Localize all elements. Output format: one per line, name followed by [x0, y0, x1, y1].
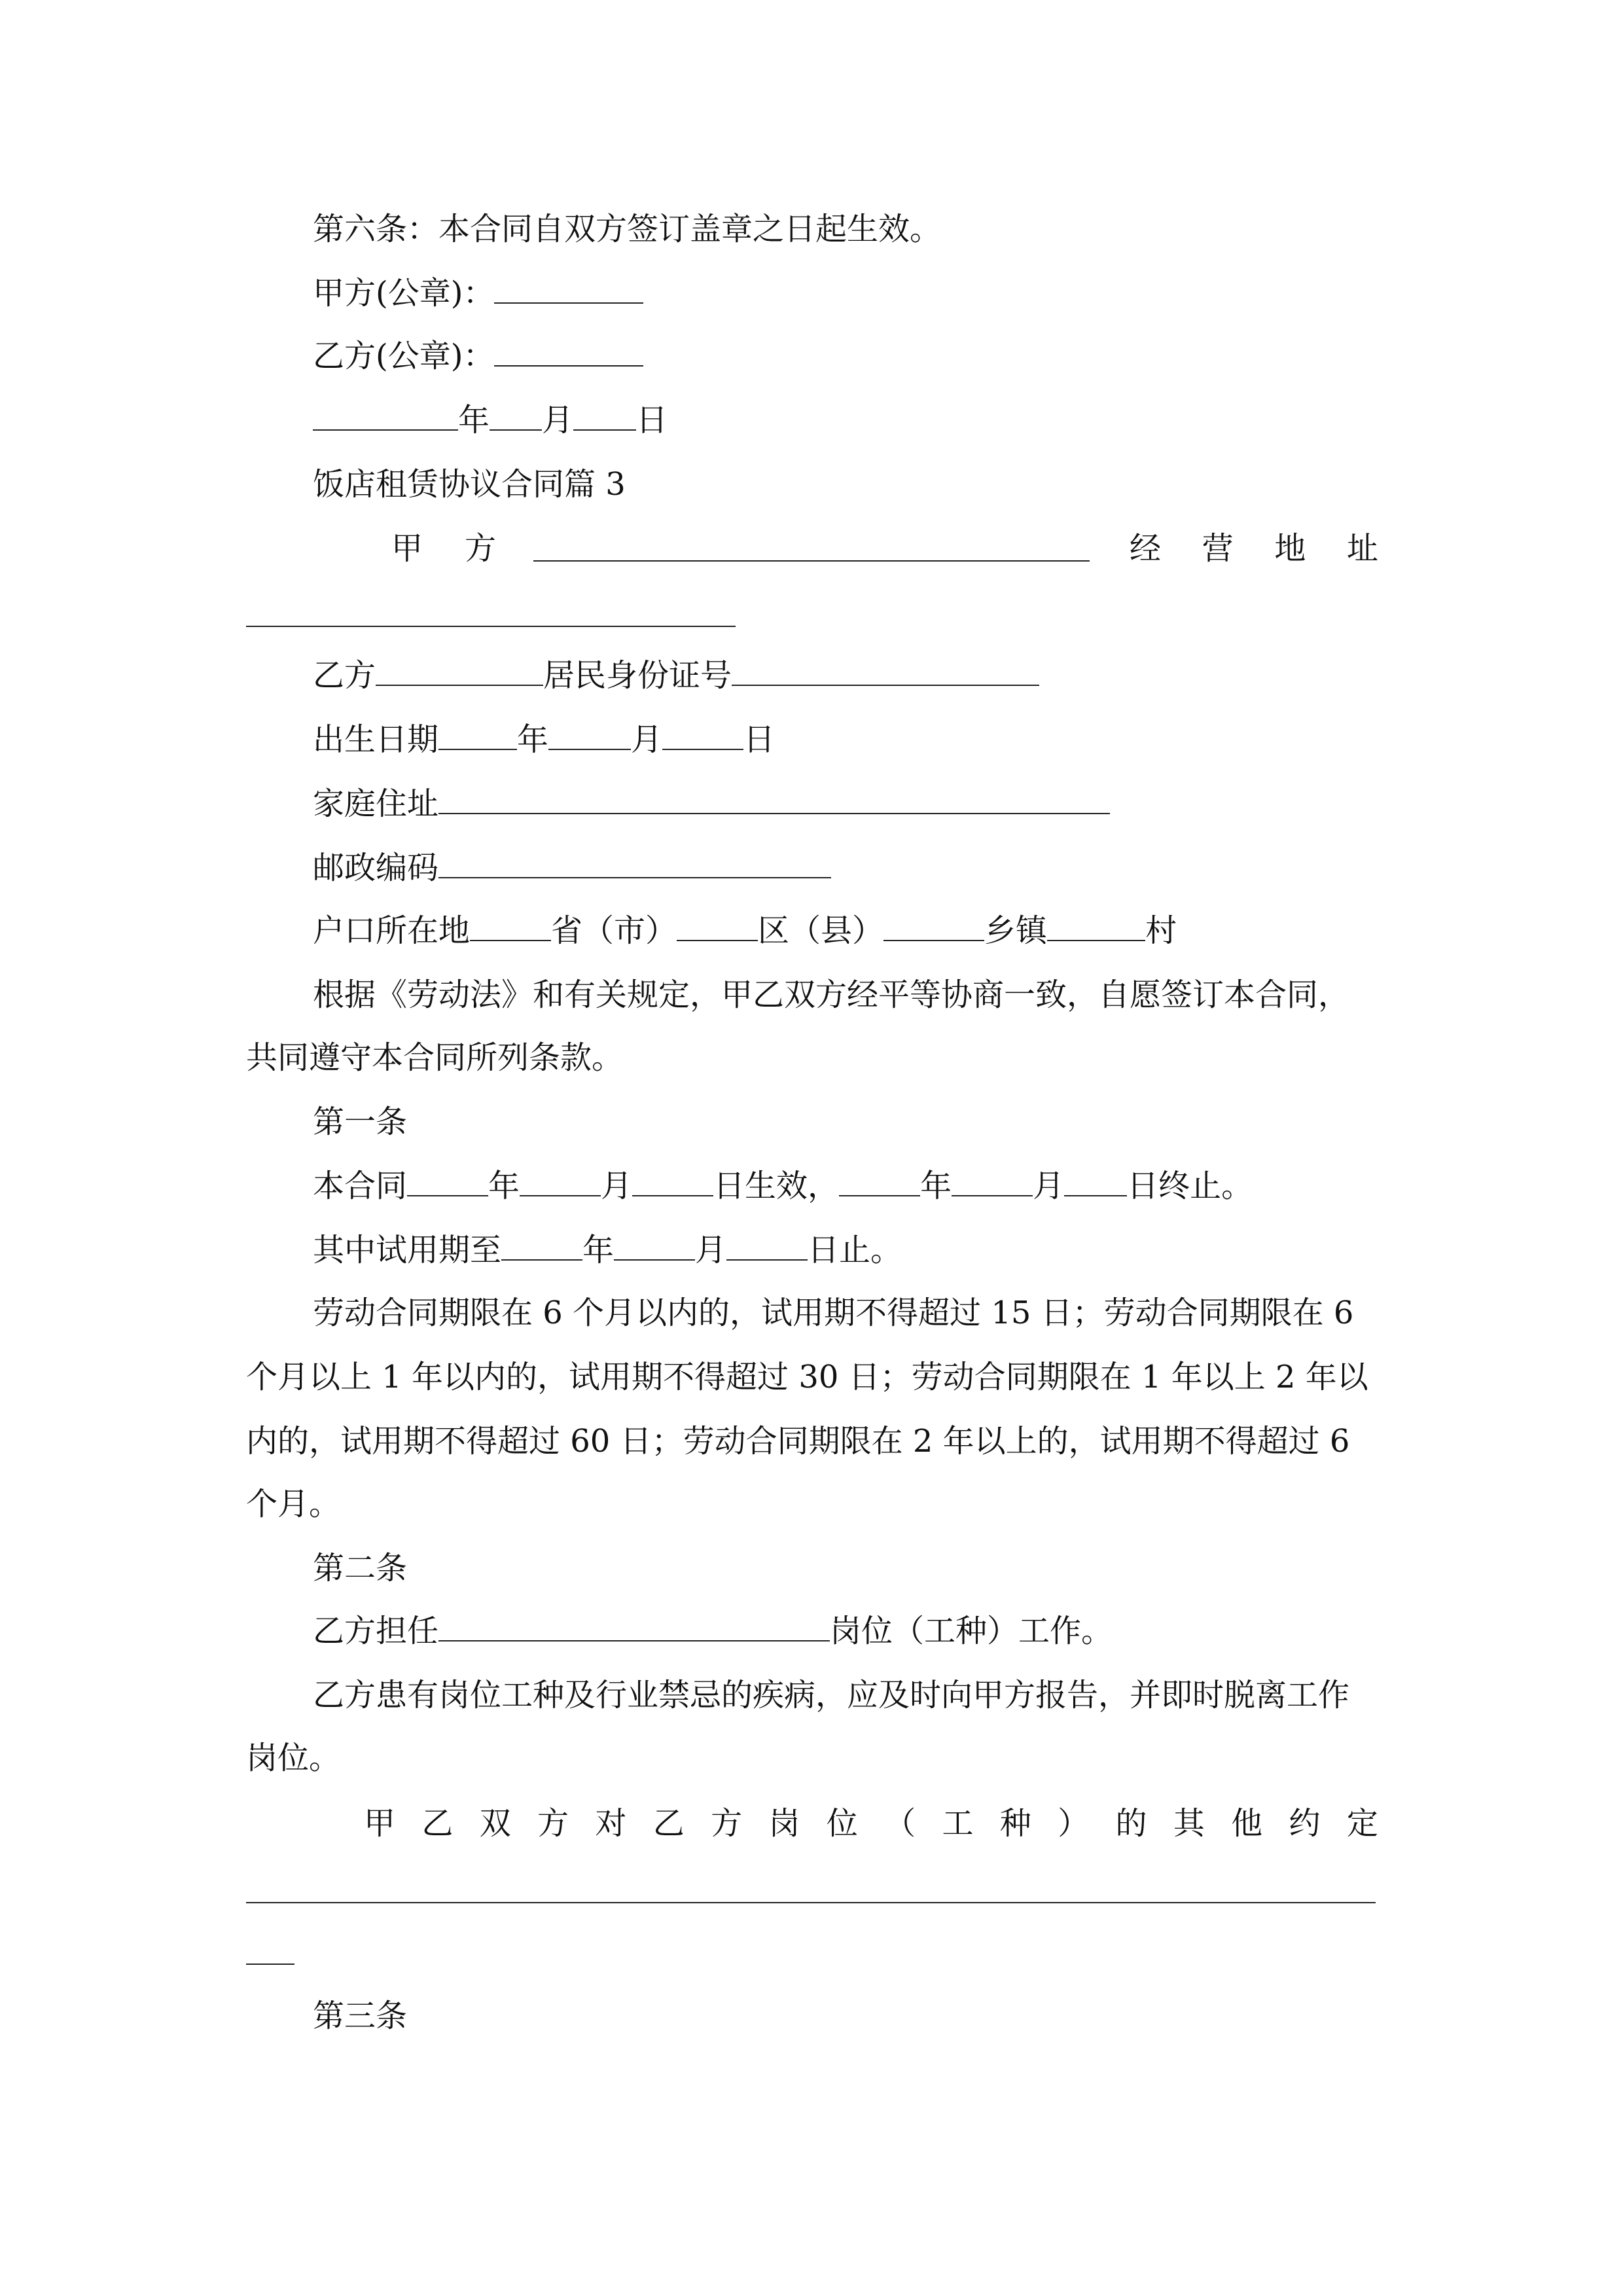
- start-month-label: 月: [601, 1168, 633, 1204]
- other-agreement-char: 定: [1346, 1805, 1378, 1842]
- postcode-blank[interactable]: [438, 843, 831, 878]
- other-agreement-char: 的: [1115, 1805, 1147, 1842]
- disease-line-2: 岗位。: [246, 1740, 341, 1776]
- article-6: 第六条：本合同自双方签订盖章之日起生效。: [313, 211, 942, 247]
- party-b-label: 乙方: [313, 657, 376, 694]
- birth-month-blank[interactable]: [548, 715, 631, 750]
- month-label: 月: [542, 402, 574, 439]
- other-agreement-char: 方: [537, 1805, 569, 1842]
- biz-address-label: [1130, 517, 1378, 580]
- other-agreement-char: 对: [595, 1805, 627, 1842]
- day-label: 日: [636, 402, 668, 439]
- id-number-blank[interactable]: [732, 651, 1039, 686]
- province-label: 省（市）: [551, 912, 677, 949]
- end-month-blank[interactable]: [952, 1161, 1033, 1196]
- trial-year-blank[interactable]: [501, 1225, 582, 1261]
- birth-day-blank[interactable]: [662, 715, 743, 750]
- birth-year-label: 年: [517, 721, 549, 758]
- post-blank[interactable]: [438, 1606, 830, 1641]
- party-b-seal-blank[interactable]: [494, 331, 643, 367]
- rule-line-2: 个月以上 1 年以内的，试用期不得超过 30 日；劳动合同期限在 1 年以上 2 年以: [246, 1359, 1368, 1395]
- other-agreement-char: 工: [942, 1805, 974, 1842]
- party-a-seal-blank[interactable]: [494, 268, 643, 304]
- other-agreement-blank-tail[interactable]: [246, 1964, 294, 1965]
- rule-line-1: 劳动合同期限在 6 个月以内的，试用期不得超过 15 日；劳动合同期限在 6: [313, 1295, 1354, 1331]
- home-address-label: 家庭住址: [313, 785, 439, 822]
- birth-year-blank[interactable]: [438, 715, 517, 750]
- other-agreement-char: 约: [1289, 1805, 1321, 1842]
- biz-address-char-4: 址: [1346, 530, 1378, 567]
- party-a-seal-line: [313, 262, 1623, 325]
- post-suffix: 岗位（工种）工作。: [830, 1613, 1113, 1649]
- trial-end-label: 日止。: [808, 1232, 902, 1268]
- party-a-char-1: 甲: [391, 530, 423, 567]
- end-day-blank[interactable]: [1064, 1161, 1127, 1196]
- postcode-line: [313, 836, 1623, 899]
- party-a-char-2: 方: [464, 530, 496, 567]
- term-prefix: 本合同: [313, 1168, 408, 1204]
- district-label: 区（县）: [758, 912, 884, 949]
- hukou-label: 户口所在地: [313, 912, 471, 949]
- month-blank[interactable]: [490, 395, 542, 431]
- party-b-seal-line: [313, 325, 1623, 387]
- party-b-blank[interactable]: [376, 651, 543, 686]
- other-agreement-char: 乙: [421, 1805, 454, 1842]
- village-label: 村: [1145, 912, 1177, 949]
- biz-address-blank[interactable]: [246, 626, 736, 627]
- start-day-blank[interactable]: [632, 1161, 713, 1196]
- village-blank[interactable]: [1047, 906, 1145, 941]
- party-b-seal-label: 乙方(公章)：: [313, 338, 495, 374]
- trial-period-line: [313, 1219, 1623, 1282]
- start-year-blank[interactable]: [407, 1161, 488, 1196]
- hukou-line: [313, 899, 1623, 962]
- other-agreement-blank[interactable]: [246, 1902, 1376, 1903]
- biz-address-char-2: 营: [1202, 530, 1234, 567]
- trial-year-label: 年: [582, 1232, 615, 1268]
- year-label: 年: [458, 402, 490, 439]
- birth-date-label: 出生日期: [313, 721, 439, 758]
- other-agreement-char: 其: [1173, 1805, 1205, 1842]
- trial-day-blank[interactable]: [726, 1225, 808, 1261]
- other-agreement-char: 双: [479, 1805, 511, 1842]
- province-blank[interactable]: [470, 906, 551, 941]
- other-agreement-char: 岗: [768, 1805, 800, 1842]
- home-address-blank[interactable]: [438, 779, 1110, 814]
- rule-line-3: 内的，试用期不得超过 60 日；劳动合同期限在 2 年以上的，试用期不得超过 6: [246, 1423, 1350, 1460]
- birth-day-label: 日: [743, 721, 776, 758]
- term-end-label: 日终止。: [1127, 1168, 1253, 1204]
- birth-month-label: 月: [631, 721, 663, 758]
- party-a-label: [391, 517, 496, 580]
- end-year-blank[interactable]: [839, 1161, 920, 1196]
- rule-line-4: 个月。: [246, 1486, 341, 1522]
- other-agreement-char: 方: [711, 1805, 743, 1842]
- other-agreement-char: 他: [1231, 1805, 1263, 1842]
- year-blank[interactable]: [313, 395, 458, 431]
- party-a-seal-label: 甲方(公章)：: [313, 275, 495, 312]
- section-title: 饭店租赁协议合同篇 3: [313, 466, 626, 503]
- other-agreement-char: （: [884, 1805, 916, 1842]
- home-address-line: [313, 772, 1623, 835]
- party-a-blank[interactable]: [533, 560, 1090, 562]
- signing-date-line: [313, 389, 1623, 452]
- day-blank[interactable]: [573, 395, 636, 431]
- contract-term-line: [313, 1155, 1623, 1217]
- end-year-label: 年: [920, 1168, 952, 1204]
- other-agreement-char: 乙: [652, 1805, 685, 1842]
- article-3-title: 第三条: [313, 1998, 408, 2034]
- town-label: 乡镇: [984, 912, 1048, 949]
- article-1-title: 第一条: [313, 1103, 408, 1140]
- id-number-label: 居民身份证号: [543, 657, 732, 694]
- other-agreement-char: 位: [826, 1805, 858, 1842]
- other-agreement-char: 甲: [364, 1805, 396, 1842]
- biz-address-char-1: 经: [1130, 530, 1162, 567]
- birth-date-line: [313, 708, 1623, 771]
- other-agreement-label: [364, 1792, 1378, 1855]
- other-agreement-char: ）: [1058, 1805, 1090, 1842]
- start-month-blank[interactable]: [520, 1161, 601, 1196]
- start-year-label: 年: [488, 1168, 520, 1204]
- town-blank[interactable]: [883, 906, 984, 941]
- intro-line-2: 共同遵守本合同所列条款。: [246, 1039, 624, 1076]
- trial-month-blank[interactable]: [614, 1225, 695, 1261]
- intro-line-1: 根据《劳动法》和有关规定，甲乙双方经平等协商一致，自愿签订本合同，: [313, 977, 1350, 1013]
- party-b-line: [313, 644, 1623, 707]
- biz-address-char-3: 地: [1274, 530, 1306, 567]
- other-agreement-char: 种: [999, 1805, 1031, 1842]
- post-line: [313, 1600, 1623, 1662]
- term-effective-label: 日生效，: [713, 1168, 840, 1204]
- end-month-label: 月: [1033, 1168, 1065, 1204]
- district-blank[interactable]: [677, 906, 758, 941]
- trial-prefix: 其中试用期至: [313, 1232, 502, 1268]
- disease-line-1: 乙方患有岗位工种及行业禁忌的疾病，应及时向甲方报告，并即时脱离工作: [313, 1677, 1350, 1713]
- postcode-label: 邮政编码: [313, 850, 439, 886]
- article-2-title: 第二条: [313, 1550, 408, 1587]
- post-prefix: 乙方担任: [313, 1613, 439, 1649]
- trial-month-label: 月: [695, 1232, 727, 1268]
